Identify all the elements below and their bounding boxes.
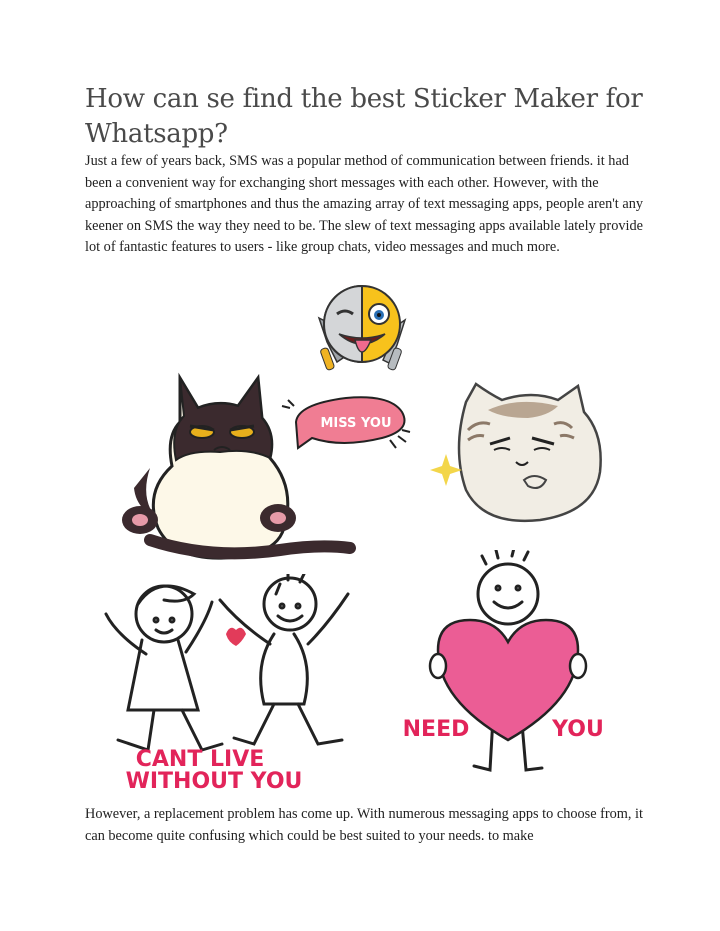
without-you-text: WITHOUT YOU — [125, 769, 303, 792]
article-title: How can se find the best Sticker Maker for Whatsapp? — [85, 84, 643, 149]
chubby-cat-sticker — [428, 380, 614, 525]
article-paragraph-2: However, a replacement problem has come up. With numerous messaging apps to choose from, it can become quite confusing which could be best suited to your needs. to make — [85, 806, 644, 844]
cant-live-text: CANT LIVE — [135, 747, 265, 772]
cant-live-without-you-sticker — [98, 574, 360, 792]
article-paragraph-1: Just a few of years back, SMS was a popular method of communication between friends. it had been a convenient way for exchanging short messages with each other. However, with the approaching of smartphones and thus the amazing array of text messaging apps, people aren't any keener on SMS the way they need to be. The slew of text messaging apps available lately provide lot of fantastic features to users - like group chats, video messages and much more. — [85, 153, 643, 255]
you-text: YOU — [552, 717, 604, 742]
miss-you-text: MISS YOU — [320, 416, 392, 431]
cat-miss-you-sticker — [110, 372, 415, 570]
emoji-tools-sticker — [305, 278, 420, 378]
need-you-sticker — [400, 550, 610, 782]
need-text: NEED — [402, 717, 470, 742]
